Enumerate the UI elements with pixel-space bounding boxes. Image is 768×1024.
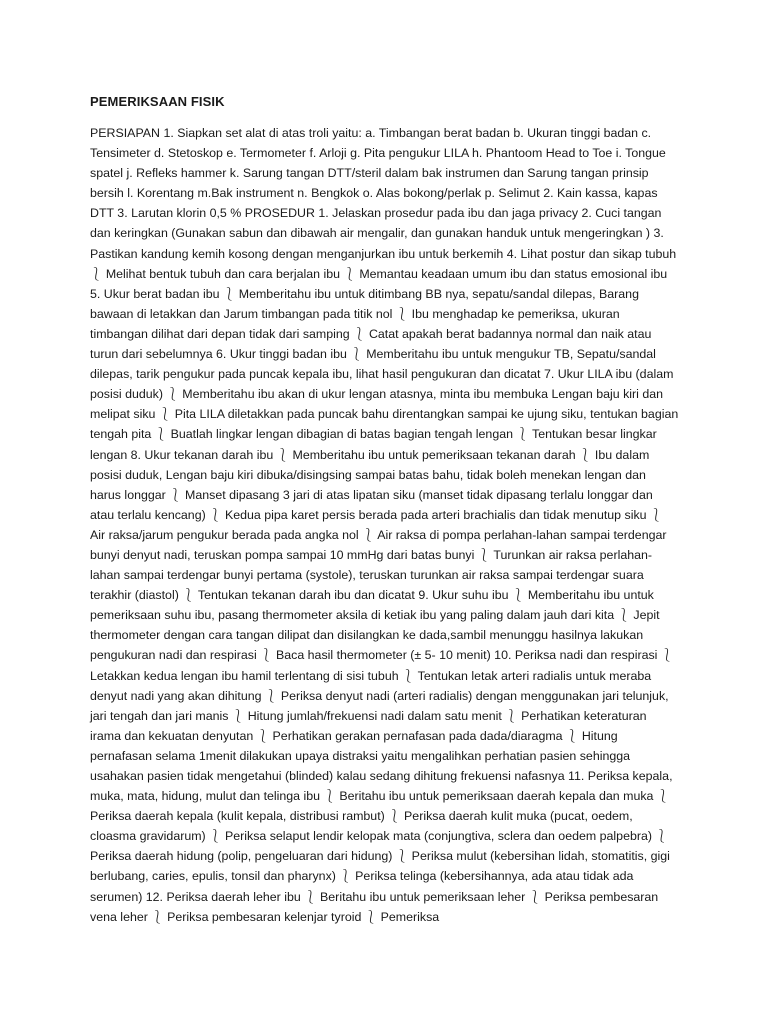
document-body-text: PERSIAPAN 1. Siapkan set alat di atas troli yaitu: a. Timbangan berat badan b. Ukuran tinggi badan c. Tensimeter d. Stetoskop e. Termometer f. Arloji g. Pita pengukur LILA h. Phantoom Head to Toe i. Tongue spatel j. Refleks hammer k. Sarung tangan DTT/steril dalam bak instrumen dan Sarung tangan prinsip bersih l. Korentang m.Bak instrument n. Bengkok o. Alas bokong/perlak p. Selimut 2. Kain kassa, kapas DTT 3. Larutan klorin 0,5 % PROSEDUR 1. Jelaskan prosedur pada ibu dan jaga privacy 2. Cuci tangan dan keringkan (Gunakan sabun dan dibawah air mengalir, dan gunakan handuk untuk mengeringkan ) 3. Pastikan kandung kemih kosong dengan menganjurkan ibu untuk berkemih 4. Lihat postur dan sikap tubuh ⎱ Melihat bentuk tubuh dan cara berjalan ibu ⎱ Memantau keadaan umum ibu dan status emosional ibu 5. Ukur berat badan ibu ⎱ Memberitahu ibu untuk ditimbang BB nya, sepatu/sandal dilepas, Barang bawaan di letakkan dan Jarum timbangan pada titik nol ⎱ Ibu menghadap ke pemeriksa, ukuran timbangan dilihat dari depan tidak dari samping ⎱ Catat apakah berat badannya normal dan naik atau turun dari sebelumnya 6. Ukur tinggi badan ibu ⎱ Memberitahu ibu untuk mengukur TB, Sepatu/sandal dilepas, tarik pengukur pada puncak kepala ibu, lihat hasil pengukuran dan dicatat 7. Ukur LILA ibu (dalam posisi duduk) ⎱ Memberitahu ibu akan di ukur lengan atasnya, minta ibu membuka Lengan baju kiri dan melipat siku ⎱ Pita LILA diletakkan pada puncak bahu direntangkan sampai ke ujung siku, tentukan bagian tengah pita ⎱ Buatlah lingkar lengan dibagian di batas bagian tengah lengan ⎱ Tentukan besar lingkar lengan 8. Ukur tekanan darah ibu ⎱ Memberitahu ibu untuk pemeriksaan tekanan darah ⎱ Ibu dalam posisi duduk, Lengan baju kiri dibuka/disingsing sampai batas bahu, tidak boleh menekan lengan dan harus longgar ⎱ Manset dipasang 3 jari di atas lipatan siku (manset tidak dipasang terlalu longgar dan atau terlalu kencang) ⎱ Kedua pipa karet persis berada pada arteri brachialis dan tidak menutup siku ⎱ Air raksa/jarum pengukur berada pada angka nol ⎱ Air raksa di pompa perlahan-lahan sampai terdengar bunyi denyut nadi, teruskan pompa sampai 10 mmHg dari batas bunyi ⎱ Turunkan air raksa perlahan-lahan sampai terdengar bunyi pertama (systole), teruskan turunkan air raksa sampai terdengar suara terakhir (diastol) ⎱ Tentukan tekanan darah ibu dan dicatat 9. Ukur suhu ibu ⎱ Memberitahu ibu untuk pemeriksaan suhu ibu, pasang thermometer aksila di ketiak ibu yang paling dalam jauh dari kita ⎱ Jepit thermometer dengan cara tangan dilipat dan disilangkan ke dada,sambil menunggu hasilnya lakukan pengukuran nadi dan respirasi ⎱ Baca hasil thermometer (± 5- 10 menit) 10. Periksa nadi dan respirasi ⎱ Letakkan kedua lengan ibu hamil terlentang di sisi tubuh ⎱ Tentukan letak arteri radialis untuk meraba denyut nadi yang akan dihitung ⎱ Periksa denyut nadi (arteri radialis) dengan menggunakan jari telunjuk, jari tengah dan jari manis ⎱ Hitung jumlah/frekuensi nadi dalam satu menit ⎱ Perhatikan keteraturan irama dan kekuatan denyutan ⎱ Perhatikan gerakan pernafasan pada dada/diaragma ⎱ Hitung pernafasan selama 1menit dilakukan upaya distraksi yaitu mengalihkan perhatian pasien sehingga usahakan pasien tidak mengetahui (blinded) kalau sedang dihitung frekuensi nafasnya 11. Periksa kepala, muka, mata, hidung, mulut dan telinga ibu ⎱ Beritahu ibu untuk pemeriksaan daerah kepala dan muka ⎱ Periksa daerah kepala (kulit kepala, distribusi rambut) ⎱ Periksa daerah kulit muka (pucat, oedem, cloasma gravidarum) ⎱ Periksa selaput lendir kelopak mata (conjungtiva, sclera dan oedem palpebra) ⎱ Periksa daerah hidung (polip, pengeluaran dari hidung) ⎱ Periksa mulut (kebersihan lidah, stomatitis, gigi berlubang, caries, epulis, tonsil dan pharynx) ⎱ Periksa telinga (kebersihannya, ada atau tidak ada serumen) 12. Periksa daerah leher ibu ⎱ Beritahu ibu untuk pemeriksaan leher ⎱ Periksa pembesaran vena leher ⎱ Periksa pembesaran kelenjar tyroid ⎱ Pemeriksa <box>90 126 679 924</box>
document-title: PEMERIKSAAN FISIK <box>90 94 225 109</box>
